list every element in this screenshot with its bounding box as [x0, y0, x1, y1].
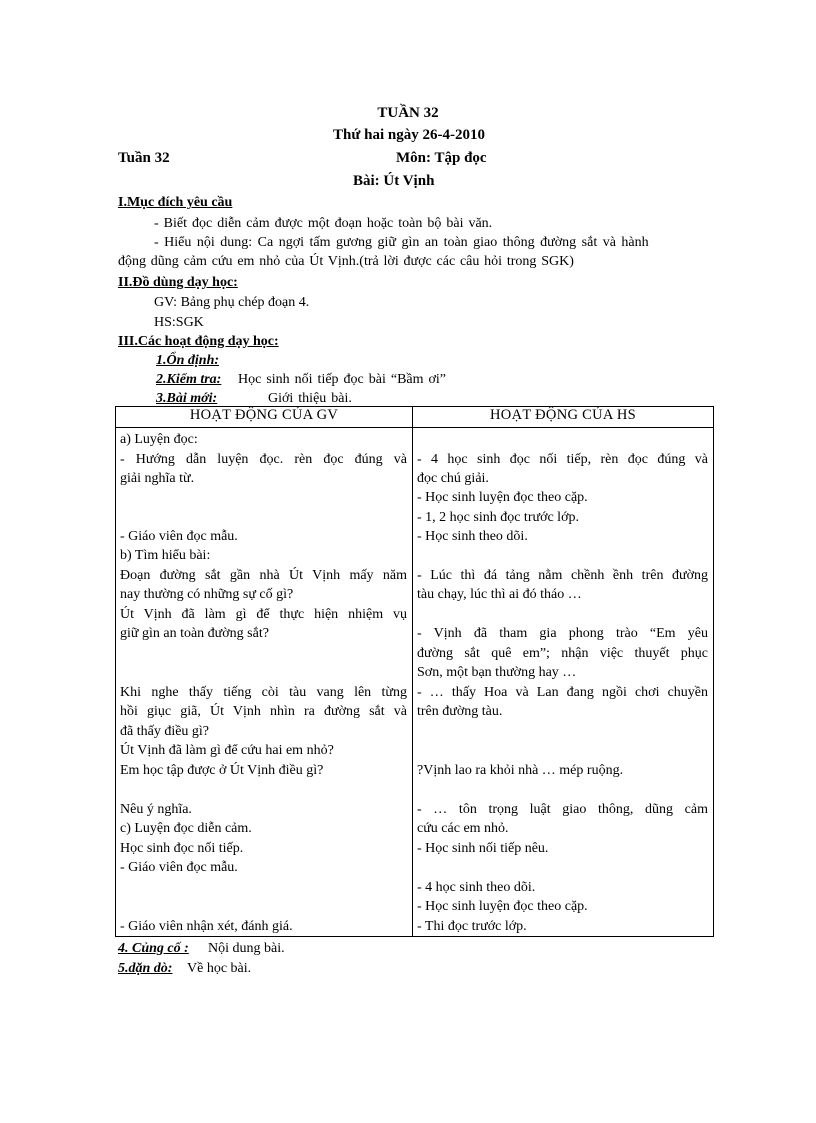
col-header-hs: HOẠT ĐỘNG CỦA HS — [413, 407, 714, 428]
gv-line: Út Vịnh đã làm gì để cứu hai em nhỏ? — [120, 743, 334, 758]
step-kiem-tra-label: 2.Kiểm tra: — [156, 372, 222, 387]
step-cung-co-text: Nội dung bài. — [208, 941, 285, 956]
hs-line: - … tôn trọng luật giao thông, dũng cảm — [417, 802, 708, 817]
activity-table — [115, 406, 714, 937]
gv-line: Út Vịnh đã làm gì để thực hiện nhiệm vụ — [120, 607, 407, 622]
week-label: Tuần 32 — [118, 150, 170, 166]
gv-line: giữ gìn an toàn đường sắt? — [120, 626, 269, 641]
gv-line: hồi giục giã, Út Vịnh nhìn ra đường sắt và — [120, 704, 407, 719]
section3-heading: III.Các hoạt động dạy học: — [118, 334, 279, 349]
gv-line: Đoạn đường sắt gần nhà Út Vịnh mấy năm — [120, 568, 407, 583]
hs-line: - … thấy Hoa và Lan đang ngồi chơi chuyền — [417, 685, 708, 700]
hs-line: - Học sinh luyện đọc theo cặp. — [417, 899, 588, 914]
gv-line: a) Luyện đọc: — [120, 432, 198, 447]
hs-line: - Học sinh luyện đọc theo cặp. — [417, 490, 588, 505]
gv-line: - Giáo viên đọc mẫu. — [120, 529, 238, 544]
hs-activities-cell — [413, 428, 714, 937]
step-dan-do-text: Về học bài. — [187, 961, 252, 976]
hs-line: trên đường tàu. — [417, 704, 503, 719]
hs-line: - Thi đọc trước lớp. — [417, 919, 527, 934]
gv-line: Nêu ý nghĩa. — [120, 802, 192, 817]
lesson-title: Bài: Út Vịnh — [353, 173, 435, 189]
gv-line: - Hướng dẫn luyện đọc. rèn đọc đúng và — [120, 452, 407, 467]
gv-line: c) Luyện đọc diễn cảm. — [120, 821, 252, 836]
subject-label: Môn: Tập đọc — [396, 150, 487, 166]
gv-line: Khi nghe thấy tiếng còi tàu vang lên từng — [120, 685, 407, 700]
hs-line: đọc chú giải. — [417, 471, 489, 486]
step-kiem-tra-text: Học sinh nối tiếp đọc bài “Bầm ơi” — [238, 372, 447, 387]
hs-line: - Học sinh nối tiếp nêu. — [417, 841, 549, 856]
hs-line: - Học sinh theo dõi. — [417, 529, 528, 544]
section1-heading: I.Mục đích yêu cầu — [118, 195, 233, 210]
hs-line: tàu chạy, lúc thì ai đó tháo … — [417, 587, 582, 602]
week-title: TUẦN 32 — [377, 105, 439, 121]
gv-line: nay thường có những sự cố gì? — [120, 587, 294, 602]
section2-heading: II.Đồ dùng dạy học: — [118, 275, 238, 290]
materials-gv: GV: Bảng phụ chép đoạn 4. — [154, 295, 310, 310]
step-cung-co-label: 4. Củng cố : — [118, 941, 189, 956]
step-bai-moi-label: 3.Bài mới: — [156, 391, 218, 406]
hs-line: ?Vịnh lao ra khỏi nhà … mép ruộng. — [417, 763, 624, 778]
objective-line-3: động dũng cảm cứu em nhỏ của Út Vịnh.(trả lời được các câu hỏi trong SGK) — [118, 254, 574, 269]
step-dan-do-label: 5.dặn dò: — [118, 961, 173, 976]
gv-line: giải nghĩa từ. — [120, 471, 195, 486]
gv-activities-cell — [116, 428, 413, 937]
hs-line: - Vịnh đã tham gia phong trào “Em yêu — [417, 626, 708, 641]
hs-line: - 4 học sinh theo dõi. — [417, 880, 536, 895]
step-on-dinh: 1.Ổn định: — [156, 353, 220, 368]
col-header-gv: HOẠT ĐỘNG CỦA GV — [116, 407, 413, 428]
hs-line: - 4 học sinh đọc nối tiếp, rèn đọc đúng và — [417, 452, 708, 467]
objective-line-1: - Biết đọc diễn cảm được một đoạn hoặc toàn bộ bài văn. — [154, 216, 493, 231]
gv-line: b) Tìm hiểu bài: — [120, 548, 211, 563]
gv-line: Em học tập được ở Út Vịnh điều gì? — [120, 763, 324, 778]
hs-line: cứu các em nhỏ. — [417, 821, 509, 836]
gv-line: Học sinh đọc nối tiếp. — [120, 841, 244, 856]
lesson-date: Thứ hai ngày 26-4-2010 — [333, 127, 485, 143]
hs-line: - Lúc thì đá tảng nằm chềnh ềnh trên đường — [417, 568, 708, 583]
materials-hs: HS:SGK — [154, 315, 204, 330]
hs-line: - 1, 2 học sinh đọc trước lớp. — [417, 510, 579, 525]
gv-line: - Giáo viên nhận xét, đánh giá. — [120, 919, 293, 934]
hs-line: Sơn, một bạn thường hay … — [417, 665, 577, 680]
step-bai-moi-text: Giới thiệu bài. — [268, 391, 352, 406]
objective-line-2: - Hiểu nội dung: Ca ngợi tấm gương giữ gìn an toàn giao thông đường sắt và hành — [154, 235, 649, 250]
gv-line: đã thấy điều gì? — [120, 724, 210, 739]
gv-line: - Giáo viên đọc mẫu. — [120, 860, 238, 875]
hs-line: đường sắt quê em”; nhận việc thuyết phục — [417, 646, 708, 661]
